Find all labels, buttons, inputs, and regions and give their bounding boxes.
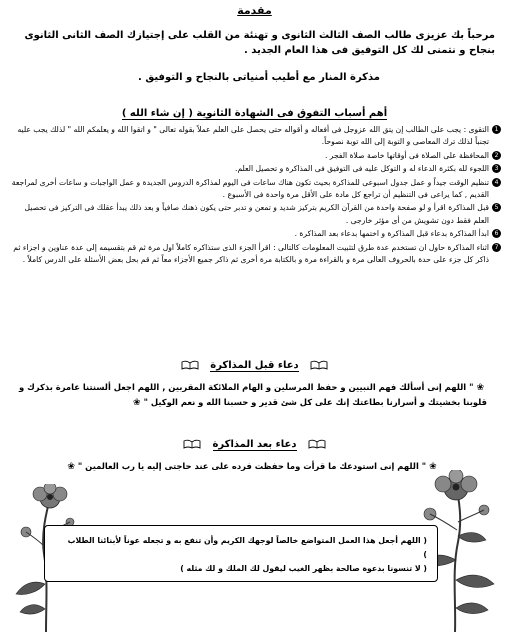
dua-before-heading (0, 360, 509, 372)
item-text: قبل المذاكرة اقرأ و لو صفحة واحدة من القرآن الكريم بتركيز شديد و تمعن و تدبر حتى يكون ذهنك صافياً و بعد ذلك يبدأ عقلك فى التركيز فى تحصيل العلم فقط دون تشويش من أى مؤثر خارجى . (24, 203, 489, 225)
section-heading-text: أهم أسباب التفوق فى الشهادة الثانوية ( إن شاء الله ) (121, 108, 388, 119)
banner-line-1: ( اللهم أجعل هذا العمل المتواضع خالصاً لوجهك الكريم وأن تنفع به و تجعله عوناً لأبنائنا الطلاب ) (67, 536, 427, 559)
item-number: 3 (492, 164, 501, 173)
open-book-icon (310, 360, 328, 370)
flower-icon: ❀ (429, 462, 437, 472)
item-text: اثناء المذاكرة حاول ان تستخدم عدة طرق لتثبيت المعلومات كالتالى : اقرأ الجزء الذى ستذاكره كاملاً اول مرة ثم قم بتقسيمه إلى عدة عناوين و اجزاء ثم ذاكر كل جزء على حدة بالحروف العالى مرة و بالقراءة مرة و بالكتابة مرة أخرى ثم ذاكر جميع الأجزاء معاً ثم قم بحل بعض الأسئلة على الدرس كاملاً . (13, 242, 489, 265)
signature-line: مذكرة المنار مع أطيب أمنياتى بالنجاح و التوفيق . (138, 72, 380, 83)
item-number: 1 (492, 125, 501, 134)
item-text: تنظيم الوقت جيداً و عمل جدول اسبوعى للمذاكرة بحيث تكون هناك ساعات فى اليوم لمذاكرة الدروس الجديدة و عمل الواجبات و ساعات أخرى لمراجعة القديم , كما يراعى فى التنظيم أن تراجع كل مادة على الأقل مرة واحدة فى الأسبوع . (11, 177, 489, 200)
flower-icon: ❀ (133, 398, 141, 408)
list-item (9, 150, 501, 162)
item-number: 7 (492, 243, 501, 252)
item-text: اللجوء لله بكثرة الدعاء له و التوكل عليه فى التوفيق فى المذاكرة و تحصيل العلم. (235, 164, 489, 174)
dua-before-body: " اللهم إنى أسألك فهم النبيين و حفظ المرسلين و الهام الملائكة المقربين , اللهم اجعل ألسنتنا عامرة بذكرك و قلوبنا بخشيتك و أسرارنا بطاعتك إنك على كل شئ قدير و حسبنا الله و نعم الوكيل " (18, 382, 487, 407)
list-item (9, 177, 501, 202)
item-number: 4 (492, 178, 501, 187)
item-number: 2 (492, 151, 501, 160)
banner-text (67, 534, 427, 576)
closing-banner (44, 525, 438, 582)
item-text: المحافظة على الصلاة فى أوقاتها خاصة صلاة الفجر . (324, 150, 489, 160)
list-item (9, 124, 501, 149)
banner-line-2: ( لا تنسونا بدعوة صالحة بظهر الغيب ليقول لك الملك و لك مثله ) (180, 564, 427, 573)
dua-after-heading (0, 439, 509, 451)
open-book-icon (181, 360, 199, 370)
list-item (9, 242, 501, 267)
dua-after-title: دعاء بعد المذاكرة (212, 439, 297, 450)
flower-icon: ❀ (476, 383, 484, 393)
item-number: 6 (492, 229, 501, 238)
flower-icon: ❀ (67, 462, 75, 472)
reasons-list (9, 124, 501, 267)
dua-before-text (17, 380, 487, 410)
list-item (9, 163, 501, 175)
signature-block (39, 71, 479, 85)
item-text: ابدأ المذاكرة بدعاء قبل المذاكرة و اختمها بدعاء بعد المذاكرة . (294, 229, 489, 239)
intro-paragraph: مرحباً بك عزيزى طالب الصف الثالث الثانوى و تهنئة من القلب على إجتيازك الصف الثانى الثانوى بنجاح و نتمنى لك كل التوفيق فى هذا العام الجديد . (24, 30, 495, 56)
list-item (9, 228, 501, 240)
item-number: 5 (492, 203, 501, 212)
list-item (9, 202, 501, 227)
open-book-icon (183, 439, 201, 449)
item-text: التقوى : يجب على الطالب إن يتق الله عزوجل فى أفعاله و أقواله حتى يحصل على العلم عملاً بقوله تعالى " و اتقوا الله و يعلمكم الله " لذلك يجب عليه تجنباً لذلك ترك المعاصى و التوبة إلى الله توبة نصوحاً. (17, 125, 489, 147)
dua-before-title: دعاء قبل المذاكرة (210, 360, 299, 371)
open-book-icon (308, 439, 326, 449)
dua-after-body: " اللهم إنى استودعك ما قرأت وما حفظت فرده على عند حاجتى إليه يا رب العالمين " (77, 461, 427, 471)
page-title: مقدمة (237, 4, 272, 17)
section-heading (0, 108, 509, 119)
